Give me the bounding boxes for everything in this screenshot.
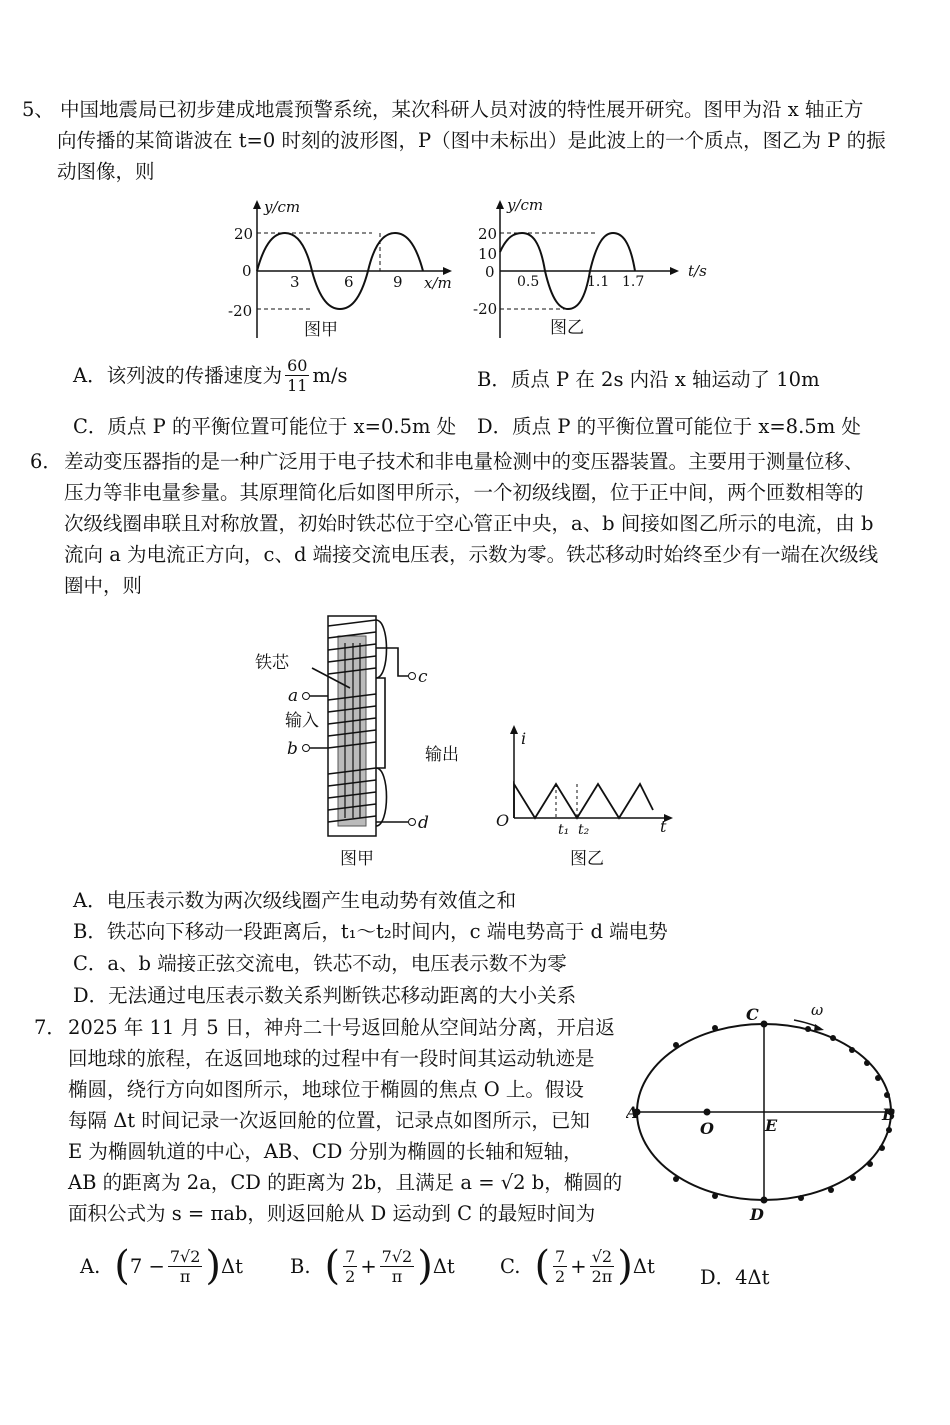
q6-stem-line2: 压力等非电量参量。其原理简化后如图甲所示，一个初级线圈，位于正中间，两个匝数相等的 bbox=[64, 481, 864, 504]
q5-fig-b-ytick: 20 bbox=[478, 225, 498, 243]
q5-number: 5、 bbox=[22, 98, 54, 121]
q5-vibration-graph bbox=[470, 196, 715, 346]
q5-wave-graph bbox=[220, 196, 460, 346]
q5-stem-line3: 动图像，则 bbox=[57, 160, 155, 183]
q6-fig-a-caption: 图甲 bbox=[340, 849, 374, 869]
q7-stem-line4: 每隔 Δt 时间记录一次返回舱的位置，记录点如图所示，已知 bbox=[68, 1109, 590, 1132]
q7-option-c-label: C. bbox=[500, 1254, 521, 1278]
q6-current-graph bbox=[490, 718, 690, 873]
q6-number: 6． bbox=[30, 450, 62, 473]
q6-label-a: a bbox=[288, 686, 299, 706]
q7-option-d[interactable]: D．4Δt bbox=[700, 1266, 770, 1289]
q5-fig-a-ytick: -20 bbox=[228, 302, 253, 320]
q7-option-c-lead-numerator: 7 bbox=[555, 1246, 566, 1266]
q5-fig-a-ytick: 20 bbox=[234, 225, 254, 243]
q7-option-c-lead-denominator: 2 bbox=[555, 1266, 566, 1286]
q5-fig-a-xtick: 3 bbox=[290, 273, 300, 291]
q5-fig-a-xtick: 6 bbox=[344, 273, 354, 291]
q7-stem-line3: 椭圆，绕行方向如图所示，地球位于椭圆的焦点 O 上。假设 bbox=[68, 1078, 584, 1101]
q6-stem-line4: 流向 a 为电流正方向，c、d 端接交流电压表，示数为零。铁芯移动时始终至少有一端在次级线 bbox=[64, 543, 879, 566]
q5-fig-b-xlabel: t/s bbox=[688, 262, 707, 280]
q6-transformer-diagram bbox=[250, 608, 480, 873]
q6-fig-b-t2: t₂ bbox=[578, 822, 590, 838]
q7-option-c[interactable]: C. ( $\frac{7}{2}$ + $\frac{√2}{2\pi}$ ) Δt bbox=[500, 1243, 655, 1289]
q7-option-b-tail: Δt bbox=[432, 1254, 455, 1278]
q7-stem-line5: E 为椭圆轨道的中心，AB、CD 分别为椭圆的长轴和短轴， bbox=[68, 1140, 583, 1163]
q7-option-c-tail: Δt bbox=[632, 1254, 655, 1278]
q6-stem-line1: 差动变压器指的是一种广泛用于电子技术和非电量检测中的变压器装置。主要用于测量位移、 bbox=[64, 450, 864, 473]
q7-option-a-tail: Δt bbox=[221, 1254, 243, 1278]
q7-option-b-plus: + bbox=[360, 1254, 377, 1278]
q5-fig-a-ytick: 0 bbox=[242, 262, 252, 280]
q7-label-o: O bbox=[700, 1119, 714, 1138]
q7-option-b[interactable]: B. ( $\frac{7}{2}$ + $\frac{7√2}{\pi}$ ) Δt bbox=[290, 1243, 455, 1289]
q6-fig-b-ylabel: i bbox=[521, 729, 527, 748]
q7-option-c-lead-fraction bbox=[553, 1247, 567, 1286]
q6-option-b[interactable]: B．铁芯向下移动一段距离后，t₁～t₂时间内，c 端电势高于 d 端电势 bbox=[73, 920, 668, 943]
q5-fig-b-xtick: 0.5 bbox=[517, 274, 540, 290]
q5-option-a-denominator: 11 bbox=[287, 376, 308, 395]
q7-option-b-denominator: π bbox=[391, 1266, 403, 1286]
q7-option-c-numerator: √2 bbox=[590, 1247, 615, 1267]
q6-stem-line5: 圈中，则 bbox=[64, 574, 143, 597]
q6-label-output: 输出 bbox=[425, 745, 459, 765]
q7-label-e: E bbox=[765, 1116, 778, 1135]
q7-orbit-diagram bbox=[626, 1000, 906, 1230]
q7-label-omega: ω bbox=[811, 1001, 824, 1019]
q7-option-a-numerator: 7√2 bbox=[169, 1246, 201, 1266]
q5-stem-line2: 向传播的某简谐波在 t=0 时刻的波形图，P（图中未标出）是此波上的一个质点，图乙为 P 的振 bbox=[57, 129, 886, 152]
q6-label-c: c bbox=[418, 667, 428, 687]
q6-label-core: 铁芯 bbox=[255, 653, 289, 673]
q6-fig-b-origin: O bbox=[496, 811, 510, 830]
q7-option-a-lead: 7 − bbox=[129, 1254, 165, 1278]
q6-option-c[interactable]: C．a、b 端接正弦交流电，铁芯不动，电压表示数不为零 bbox=[73, 952, 567, 975]
q7-option-c-plus: + bbox=[570, 1254, 587, 1278]
q7-option-b-fraction bbox=[380, 1247, 415, 1286]
q5-option-a-numerator: 60 bbox=[287, 356, 308, 375]
q5-fig-b-ytick: 10 bbox=[478, 245, 498, 263]
q7-label-c: C bbox=[746, 1005, 759, 1024]
q6-fig-b-caption: 图乙 bbox=[570, 849, 604, 869]
q5-fig-a-xlabel: x/m bbox=[424, 274, 452, 292]
q7-option-a-label: A. bbox=[80, 1254, 101, 1278]
q7-label-a: A bbox=[626, 1103, 639, 1122]
q5-fig-b-ytick: 0 bbox=[485, 263, 495, 281]
q5-fig-a-xtick: 9 bbox=[393, 273, 403, 291]
q7-label-b: B bbox=[882, 1105, 896, 1124]
q5-option-c[interactable]: C．质点 P 的平衡位置可能位于 x=0.5m 处 bbox=[73, 415, 457, 438]
q6-option-a[interactable]: A．电压表示数为两次级线圈产生电动势有效值之和 bbox=[73, 889, 517, 912]
q5-fig-b-ylabel: y/cm bbox=[507, 196, 544, 214]
q5-fig-a-caption: 图甲 bbox=[304, 320, 338, 340]
q6-label-input: 输入 bbox=[285, 711, 319, 731]
q5-option-b[interactable]: B．质点 P 在 2s 内沿 x 轴运动了 10m bbox=[477, 368, 820, 391]
q5-option-a-unit: m/s bbox=[312, 364, 348, 387]
q7-option-b-numerator: 7√2 bbox=[381, 1246, 413, 1266]
q7-label-d: D bbox=[750, 1205, 764, 1224]
q5-fig-b-ytick: -20 bbox=[473, 300, 498, 318]
q5-fig-b-caption: 图乙 bbox=[550, 318, 584, 338]
q7-option-a[interactable]: A. ( 7 − $\frac{7√2}{\pi}$ ) Δt bbox=[80, 1243, 243, 1289]
q7-stem-line2: 回地球的旅程，在返回地球的过程中有一段时间其运动轨迹是 bbox=[68, 1047, 595, 1070]
q6-fig-b-t1: t₁ bbox=[558, 822, 570, 838]
q5-option-d[interactable]: D．质点 P 的平衡位置可能位于 x=8.5m 处 bbox=[477, 415, 861, 438]
q7-option-c-fraction bbox=[590, 1247, 615, 1286]
q6-fig-b-xlabel: t bbox=[660, 817, 667, 836]
q5-option-a-text: A．该列波的传播速度为 bbox=[73, 364, 283, 387]
q5-fig-b-xtick: 1.1 bbox=[587, 274, 610, 290]
q7-stem-line7: 面积公式为 s = πab，则返回舱从 D 运动到 C 的最短时间为 bbox=[68, 1202, 596, 1225]
q6-label-b: b bbox=[287, 739, 298, 759]
q6-stem-line3: 次级线圈串联且对称放置，初始时铁芯位于空心管正中央，a、b 间接如图乙所示的电流，由 b bbox=[64, 512, 874, 535]
q7-option-a-denominator: π bbox=[179, 1266, 191, 1286]
q5-option-a[interactable] bbox=[73, 356, 348, 395]
q5-fig-a-ylabel: y/cm bbox=[264, 198, 301, 216]
q7-option-b-label: B. bbox=[290, 1254, 311, 1278]
q7-stem-line1: 2025 年 11 月 5 日，神舟二十号返回舱从空间站分离，开启返 bbox=[68, 1016, 615, 1039]
q5-stem-line1: 中国地震局已初步建成地震预警系统，某次科研人员对波的特性展开研究。图甲为沿 x 轴正方 bbox=[60, 98, 864, 121]
q5-option-a-fraction bbox=[285, 356, 309, 395]
q7-option-b-lead-fraction bbox=[343, 1247, 357, 1286]
q7-option-b-lead-denominator: 2 bbox=[345, 1266, 356, 1286]
q7-option-a-fraction bbox=[168, 1247, 203, 1286]
q7-option-c-denominator: 2π bbox=[591, 1266, 613, 1286]
q5-fig-b-xtick: 1.7 bbox=[622, 274, 645, 290]
q7-stem-line6: AB 的距离为 2a，CD 的距离为 2b，且满足 a = √2 b，椭圆的 bbox=[68, 1171, 623, 1194]
q7-number: 7． bbox=[34, 1016, 66, 1039]
q6-label-d: d bbox=[418, 813, 429, 833]
q7-option-b-lead-numerator: 7 bbox=[345, 1246, 356, 1266]
q6-option-d[interactable]: D．无法通过电压表示数关系判断铁芯移动距离的大小关系 bbox=[73, 984, 577, 1007]
